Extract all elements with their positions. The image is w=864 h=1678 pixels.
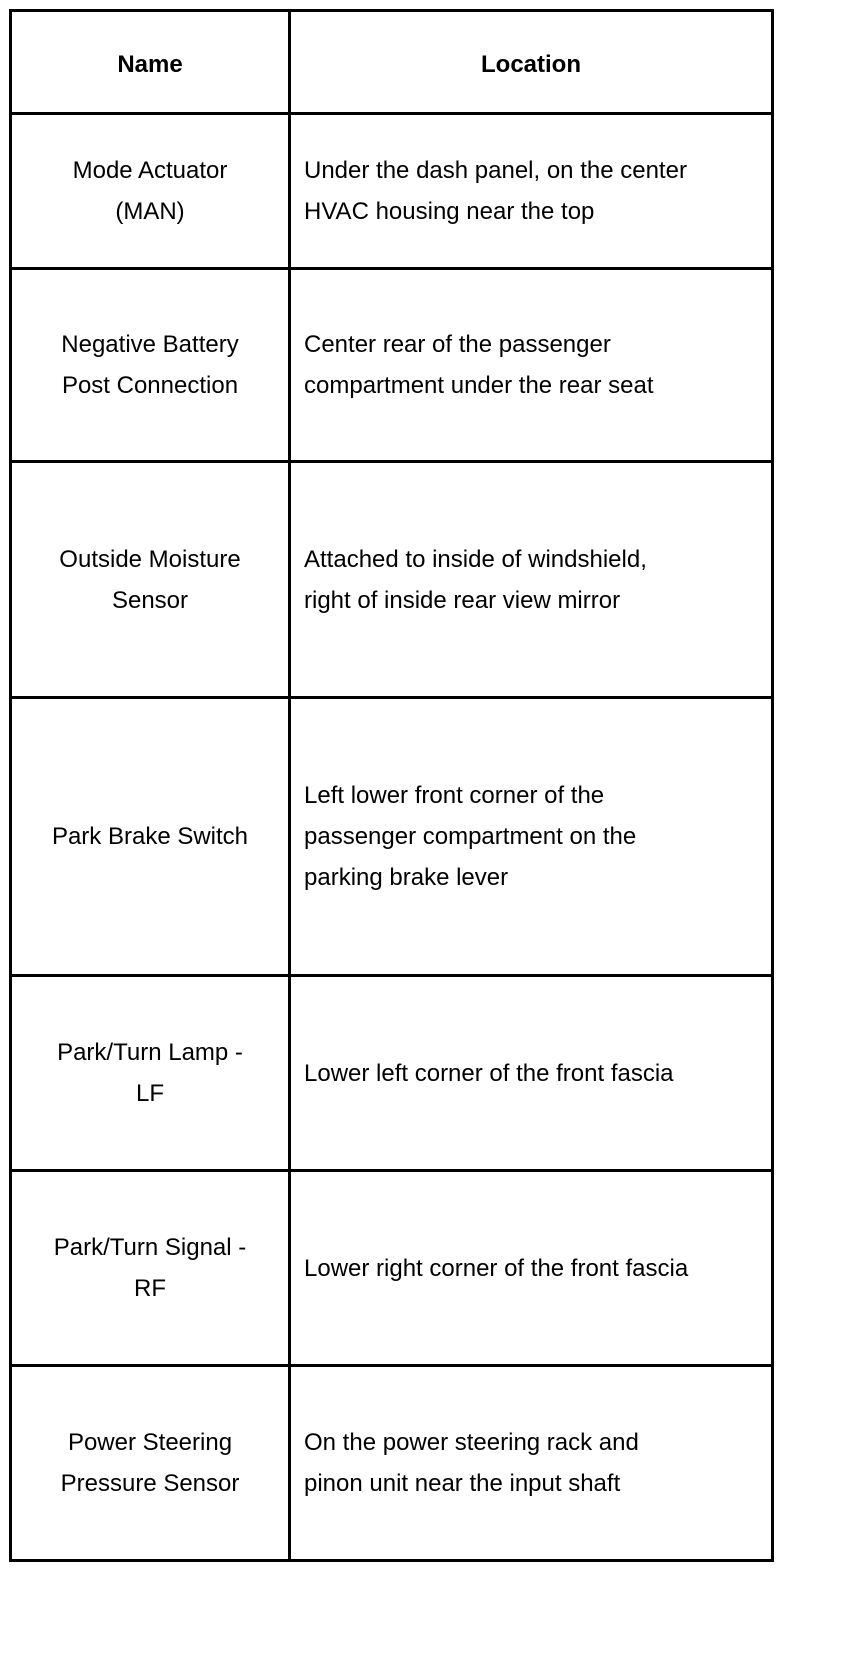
component-name: Outside Moisture Sensor <box>59 545 241 614</box>
component-location-cell <box>290 698 773 976</box>
component-location: On the power steering rack and pinon unit near the input shaft <box>304 1429 639 1497</box>
table-row <box>11 976 773 1171</box>
component-location: Left lower front corner of the passenger compartment on the parking brake lever <box>304 782 637 891</box>
component-location: Lower left corner of the front fascia <box>304 1059 674 1087</box>
location-column-header: Location <box>290 11 773 114</box>
component-name-cell <box>11 462 290 698</box>
component-location-cell <box>290 976 773 1171</box>
component-name-cell <box>11 1366 290 1561</box>
name-column-header: Name <box>11 11 290 114</box>
component-location-cell <box>290 269 773 462</box>
component-name: Park/Turn Lamp - LF <box>57 1039 243 1107</box>
component-location-cell <box>290 114 773 269</box>
component-name-cell <box>11 1171 290 1366</box>
component-location-table-container <box>9 9 774 1562</box>
table-row <box>11 1171 773 1366</box>
component-location-table <box>9 9 774 1562</box>
component-location: Attached to inside of windshield, right of inside rear view mirror <box>304 545 647 614</box>
component-name: Power Steering Pressure Sensor <box>60 1429 240 1497</box>
component-name-cell <box>11 114 290 269</box>
component-name-cell <box>11 698 290 976</box>
table-header-row <box>11 11 773 114</box>
component-location-cell <box>290 462 773 698</box>
component-location: Lower right corner of the front fascia <box>304 1254 689 1282</box>
component-location-cell <box>290 1366 773 1561</box>
table-row <box>11 114 773 269</box>
component-location-cell <box>290 1171 773 1366</box>
component-name: Mode Actuator (MAN) <box>72 157 228 225</box>
component-name: Park Brake Switch <box>51 823 249 850</box>
table-row <box>11 698 773 976</box>
component-name-cell <box>11 976 290 1171</box>
component-location: Center rear of the passenger compartment under the rear seat <box>304 331 654 399</box>
table-row <box>11 1366 773 1561</box>
table-row <box>11 269 773 462</box>
table-row <box>11 462 773 698</box>
component-name: Negative Battery Post Connection <box>61 331 239 399</box>
component-name: Park/Turn Signal - RF <box>53 1234 247 1302</box>
component-location: Under the dash panel, on the center HVAC housing near the top <box>304 157 687 225</box>
component-name-cell <box>11 269 290 462</box>
